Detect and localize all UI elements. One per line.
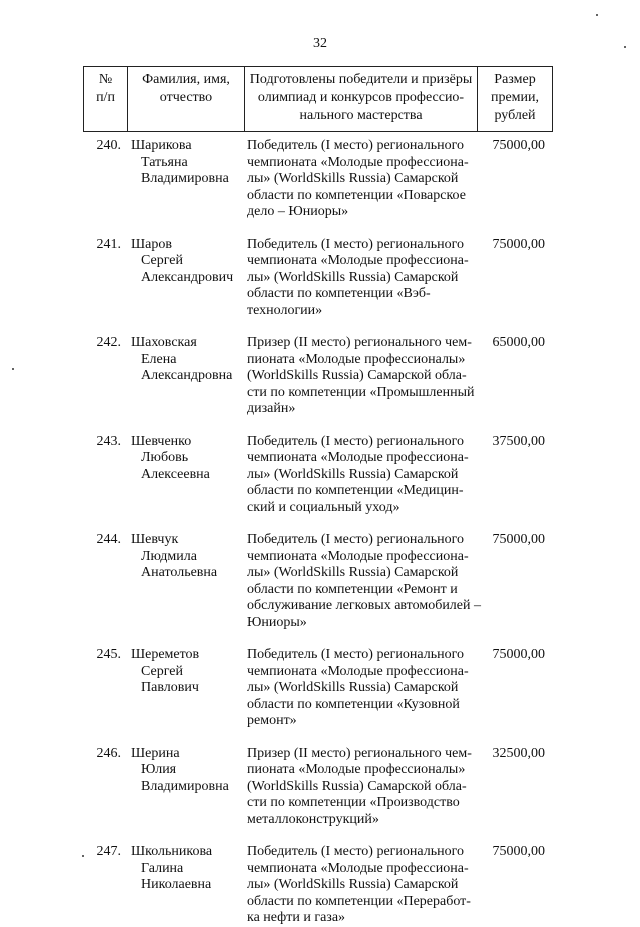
row-achievement [244,138,477,221]
achievement-line: чемпионата «Молодые профессиона- [247,450,469,465]
name-line: Павлович [141,680,199,695]
row-number: 243. [96,433,121,449]
achievement-line: области по компетенции «Кузовной [247,696,460,712]
achievement-line: Призер (II место) регионального чем- [247,745,472,761]
table-row [83,434,553,517]
header-name-line: Фамилия, имя, [142,72,230,87]
row-prize-amount: 75000,00 [492,647,545,662]
name-line: Александрович [141,269,234,285]
name-line: Сергей [141,663,183,679]
row-prize-amount: 75000,00 [492,532,545,547]
scan-speck [12,368,14,370]
header-prize-line: премии, [490,90,540,105]
row-achievement [244,532,482,631]
row-prize-amount: 65000,00 [492,335,545,350]
table-row [83,532,553,631]
table-header [83,66,553,132]
achievement-line: пионата «Молодые профессионалы» [247,351,466,367]
name-line: Николаевна [141,877,212,892]
header-prize-line: рублей [494,108,536,123]
achievement-line: Победитель (I место) регионального [247,236,464,252]
header-number-column [84,67,128,131]
table-row [83,138,553,221]
table-row [83,746,553,829]
achievement-line: области по компетенции «Ремонт и [247,581,458,597]
achievement-line: дело – Юниоры» [247,204,349,219]
name-line: Юлия [141,762,177,777]
name-line: Школьникова [131,844,213,859]
achievement-line: обслуживание легковых автомобилей – [247,598,482,613]
name-line: Владимировна [141,778,229,794]
page-number: 32 [313,36,327,51]
row-person-name [127,434,244,517]
name-line: Анатольевна [141,565,218,580]
achievement-line: пионата «Молодые профессионалы» [247,762,466,777]
achievement-line: чемпионата «Молодые профессиона- [247,253,469,268]
row-achievement [244,844,477,927]
achievement-line: области по компетенции «Поварское [247,187,466,203]
name-line: Шерина [131,745,180,761]
name-line: Сергей [141,253,183,268]
achievement-line: металлоконструкций» [247,811,379,827]
row-person-name [127,844,244,927]
row-number: 247. [96,844,121,859]
header-name-column [128,67,245,131]
row-achievement [244,335,477,418]
row-prize-amount: 75000,00 [492,138,545,153]
achievement-line: лы» (WorldSkills Russia) Самарской [247,466,459,482]
name-line: Шевченко [131,433,192,449]
table-row [83,647,553,730]
row-person-name [127,138,244,221]
name-line: Шевчук [131,532,179,547]
name-line: Любовь [141,450,189,465]
table-row [83,237,553,320]
row-person-name [127,335,244,418]
header-description-column [245,67,478,131]
row-prize-amount: 32500,00 [492,745,545,761]
achievement-line: лы» (WorldSkills Russia) Самарской [247,565,459,580]
header-prize-column [478,67,552,131]
achievement-line: Победитель (I место) регионального [247,433,464,449]
achievement-line: области по компетенции «Вэб- [247,286,431,301]
row-number: 245. [96,647,121,662]
row-person-name [127,746,244,829]
achievement-line: лы» (WorldSkills Russia) Самарской [247,171,459,186]
row-person-name [127,532,244,631]
achievement-line: сти по компетенции «Промышленный [247,384,475,400]
achievement-line: лы» (WorldSkills Russia) Самарской [247,269,459,285]
name-line: Шереметов [131,647,200,662]
achievement-line: сти по компетенции «Производство [247,795,460,810]
name-line: Шарикова [131,138,192,153]
row-achievement [244,237,477,320]
row-person-name [127,237,244,320]
achievement-line: лы» (WorldSkills Russia) Самарской [247,680,459,695]
row-number: 244. [96,532,121,547]
name-line: Елена [141,351,177,367]
header-description-line: нального мастерства [299,108,423,123]
row-number: 241. [96,236,121,252]
row-prize-amount: 75000,00 [492,844,545,859]
name-line: Александровна [141,368,233,383]
scan-speck [596,14,598,16]
row-achievement [244,746,477,829]
achievement-line: технологии» [247,302,323,318]
achievement-line: чемпионата «Молодые профессиона- [247,860,469,876]
achievement-line: области по компетенции «Медицин- [247,483,464,498]
header-description-line: олимпиад и конкурсов профессио- [257,90,465,105]
name-line: Шаров [131,236,172,252]
achievement-line: области по компетенции «Переработ- [247,893,471,909]
row-number: 240. [96,138,121,153]
achievement-line: ский и социальный уход» [247,499,400,515]
header-number-line: № [98,72,113,87]
achievement-line: Победитель (I место) регионального [247,532,464,547]
achievement-line: чемпионата «Молодые профессиона- [247,663,469,679]
name-line: Владимировна [141,171,229,186]
achievement-line: чемпионата «Молодые профессиона- [247,154,469,170]
achievement-line: лы» (WorldSkills Russia) Самарской [247,877,459,892]
achievement-line: ремонт» [247,713,297,728]
name-line: Алексеевна [141,466,210,482]
table-row [83,335,553,418]
achievement-line: дизайн» [247,401,296,416]
row-person-name [127,647,244,730]
table-body [83,138,553,927]
header-prize-line: Размер [494,72,536,87]
name-line: Галина [141,860,184,876]
name-line: Шаховская [131,335,197,350]
name-line: Людмила [141,548,197,564]
header-name-line: отчество [159,90,213,105]
row-achievement [244,434,477,517]
row-achievement [244,647,477,730]
achievement-line: Призер (II место) регионального чем- [247,335,472,350]
achievement-line: Победитель (I место) регионального [247,844,464,859]
achievement-line: Юниоры» [247,614,307,630]
row-number: 242. [96,335,121,350]
header-description-line: Подготовлены победители и призёры [249,72,473,87]
scan-speck [624,46,626,48]
row-prize-amount: 75000,00 [492,236,545,252]
header-number-line: п/п [96,90,115,105]
row-number: 246. [96,745,121,761]
row-prize-amount: 37500,00 [492,433,545,449]
name-line: Татьяна [141,154,188,170]
achievement-line: чемпионата «Молодые профессиона- [247,548,469,564]
achievement-line: Победитель (I место) регионального [247,138,464,153]
achievement-line: (WorldSkills Russia) Самарской обла- [247,778,467,794]
achievement-line: ка нефти и газа» [247,910,346,925]
achievement-line: (WorldSkills Russia) Самарской обла- [247,368,467,383]
table-row [83,844,553,927]
achievement-line: Победитель (I место) регионального [247,647,464,662]
